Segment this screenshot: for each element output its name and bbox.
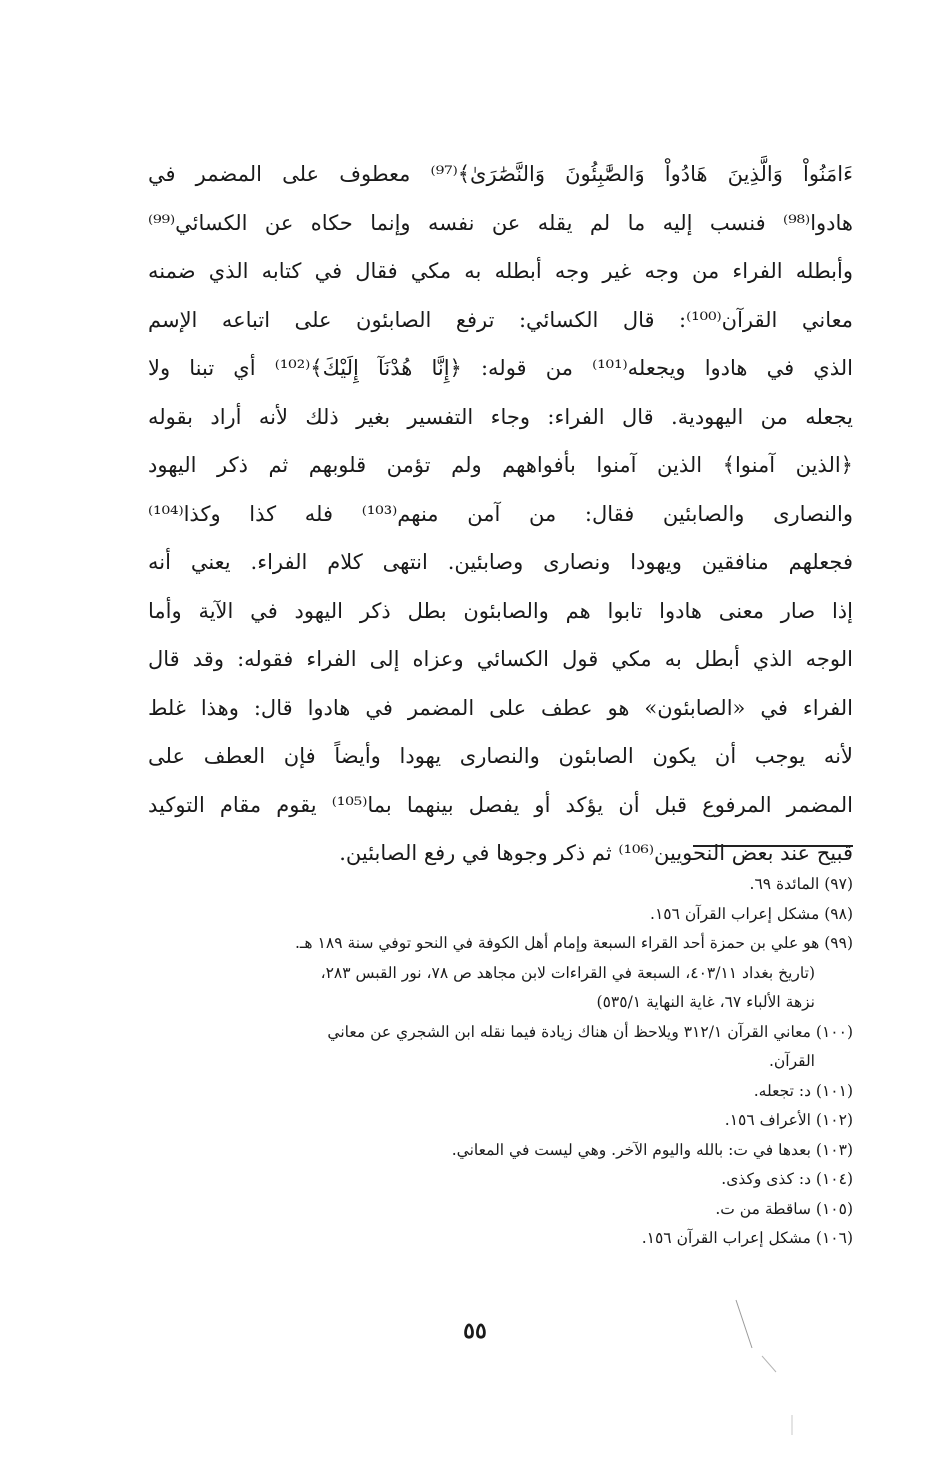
page-number: ٥٥ (463, 1318, 487, 1344)
main-line: فجعلهم منافقين ويهودا ونصارى وصابئين. انتهى كلام الفراء. يعني أنه (148, 550, 853, 574)
footnote-line: (١٠١) د: تجعله. (753, 1081, 853, 1100)
main-line: لأنه يوجب أن يكون الصابئون والنصارى يهودا وأيضاً فإن العطف على (148, 744, 853, 768)
main-line: معاني القرآن⁽¹⁰⁰⁾: قال الكسائي: ترفع الصابئون على اتباعه الإسم (148, 307, 853, 332)
main-line: هادوا⁽⁹⁸⁾ فنسب إليه ما لم يقله عن نفسه وإنما حكاه عن الكسائي⁽⁹⁹⁾ (148, 210, 853, 235)
footnote-line: (١٠٠) معاني القرآن ٣١٢/١ ويلاحظ أن هناك زيادة فيما نقله ابن الشجري عن معاني (327, 1022, 853, 1041)
main-line: الوجه الذي أبطل به مكي قول الكسائي وعزاه إلى الفراء فقوله: وقد قال (148, 647, 853, 671)
main-line: يجعله من اليهودية. قال الفراء: وجاء التفسير بغير ذلك لأنه أراد بقوله (148, 404, 853, 429)
main-line: المضمر المرفوع قبل أن يؤكد أو يفصل بينهما بما⁽¹⁰⁵⁾ يقوم مقام التوكيد (148, 792, 853, 817)
main-line: إذا صار معنى هادوا تابوا هم والصابئون بطل ذكر اليهود في الآية وأما (148, 598, 853, 623)
footnote-line: (٩٧) المائدة ٦٩. (749, 875, 853, 893)
main-line: قبيح عند بعض النحويين⁽¹⁰⁶⁾ ثم ذكر وجوها في رفع الصابئين. (339, 841, 853, 865)
main-line: وأبطله الفراء من وجه غير وجه أبطله به مكي فقال في كتابه الذي ضمنه (148, 259, 853, 283)
main-line: ءَامَنُواْ وَالَّذِينَ هَادُواْ وَالصَّٰبِئُونَ وَالنَّصَٰرَىٰ﴾⁽⁹⁷⁾ معطوف على المضمر في (148, 162, 853, 186)
footnote-line: (٩٩) هو علي بن حمزة أحد القراء السبعة وإمام أهل الكوفة في النحو توفي سنة ١٨٩ هـ. (294, 934, 853, 952)
main-line: الذي في هادوا ويجعله⁽¹⁰¹⁾ من قوله: ﴿إِنَّا هُدْنَآ إِلَيْكَ﴾⁽¹⁰²⁾ أي تبنا ولا (148, 356, 853, 380)
footnote-line: (١٠٦) مشكل إعراب القرآن ١٥٦. (641, 1229, 853, 1247)
footnote-line: القرآن. (768, 1052, 815, 1070)
footnote-line: نزهة الألباء ٦٧، غاية النهاية ٥٣٥/١) (596, 993, 815, 1011)
footnote-line: (١٠٣) بعدها في ت: بالله واليوم الآخر. وهي ليست في المعاني. (451, 1140, 853, 1159)
footnote-line: (١٠٢) الأعراف ١٥٦. (724, 1111, 853, 1129)
main-line: والنصارى والصابئين فقال: من آمن منهم⁽¹⁰³⁾ فله كذا وكذا⁽¹⁰⁴⁾ (148, 501, 853, 526)
footnote-line: (٩٨) مشكل إعراب القرآن ١٥٦. (650, 904, 853, 923)
footnote-line: (تاريخ بغداد ٤٠٣/١١، السبعة في القراءات لابن مجاهد ص ٧٨، نور القبس ٢٨٣، (320, 963, 815, 982)
main-line: ﴿الذين آمنوا﴾ الذين آمنوا بأفواههم ولم تؤمن قلوبهم ثم ذكر اليهود (148, 453, 853, 477)
footnote-line: (١٠٤) د: كذى وكذى. (721, 1170, 853, 1188)
main-line: الفراء في «الصابئون» هو عطف على المضمر في هادوا قال: وهذا غلط (148, 695, 853, 720)
footnote-line: (١٠٥) ساقطة من ت. (715, 1199, 853, 1218)
